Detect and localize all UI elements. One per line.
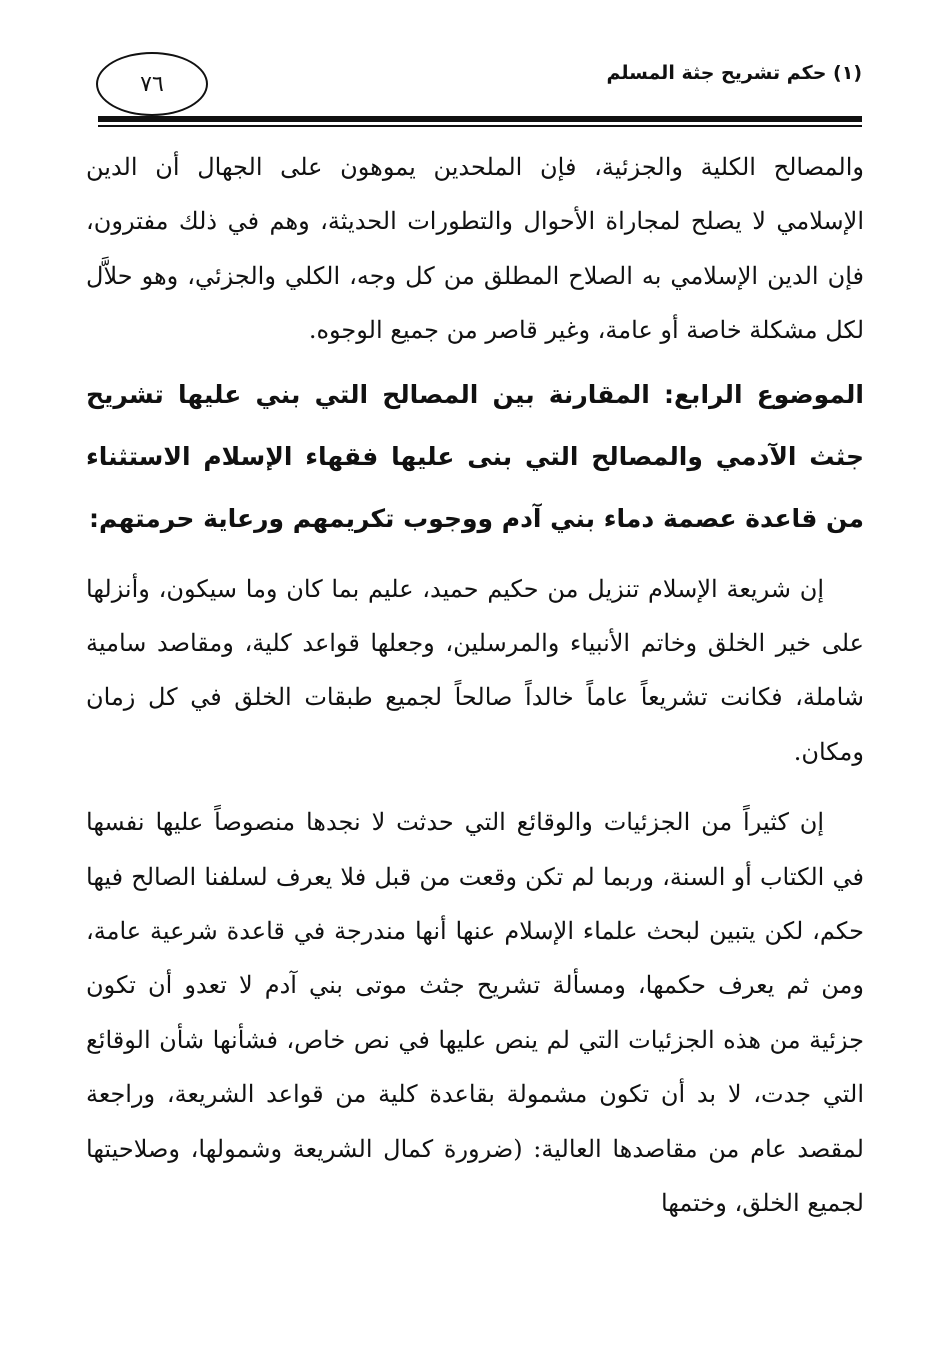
page-header bbox=[88, 48, 862, 128]
header-rule-thick bbox=[98, 116, 862, 122]
paragraph-sharia-revelation: إن شريعة الإسلام تنزيل من حكيم حميد، عليم بما كان وما سيكون، وأنزلها على خير الخلق وخاتم الأنبياء والمرسلين، وجعلها قواعد كلية، ومقاصد سامية شاملة، فكانت تشريعاً عاماً خالداً صالحاً لجميع طبقات الخلق في كل زمان ومكان. bbox=[86, 574, 864, 766]
header-rule-thin bbox=[98, 125, 862, 127]
running-title: (١) حكم تشريح جثة المسلم bbox=[606, 62, 862, 84]
paragraph-new-matters: إن كثيراً من الجزئيات والوقائع التي حدثت لا نجدها منصوصاً عليها نفسها في الكتاب أو السنة، وربما لم تكن وقعت من قبل فلا يعرف لسلفنا الصالح فيها حكم، لكن يتبين لبحث علماء الإسلام عنها أنها مندرجة في قاعدة شرعية عامة، ومن ثم يعرف حكمها، ومسألة تشريح جثث موتى بني آدم لا تعدو أن تكون جزئية من هذه الجزئيات التي لم ينص عليها في نص خاص، فشأنها شأن الوقائع التي جدت، لا بد أن تكون مشمولة بقاعدة كلية من قواعد الشريعة، وراجعة لمقصد عام من مقاصدها العالية: (ضرورة كمال الشريعة وشمولها، وصلاحيتها لجميع الخلق، وختمها bbox=[86, 808, 864, 1218]
paragraph-spacer bbox=[86, 779, 864, 795]
paragraph-continuation: والمصالح الكلية والجزئية، فإن الملحدين يموهون على الجهال أن الدين الإسلامي لا يصلح لمجاراة الأحوال والتطورات الحديثة، وهم في ذلك مفترون، فإن الدين الإسلامي به الصلاح المطلق من كل وجه، الكلي والجزئي، وهو حلاَّل لكل مشكلة خاصة أو عامة، وغير قاصر من جميع الوجوه. bbox=[86, 153, 864, 345]
section-heading: الموضوع الرابع: المقارنة بين المصالح التي بني عليها تشريح جثث الآدمي والمصالح التي بنى عليها فقهاء الإسلام الاستثناء من قاعدة عصمة دماء بني آدم ووجوب تكريمهم ورعاية حرمتهم: bbox=[86, 379, 864, 533]
page-number: ٧٦ bbox=[140, 71, 164, 97]
page-body bbox=[86, 140, 864, 1231]
page-number-oval bbox=[96, 52, 208, 116]
